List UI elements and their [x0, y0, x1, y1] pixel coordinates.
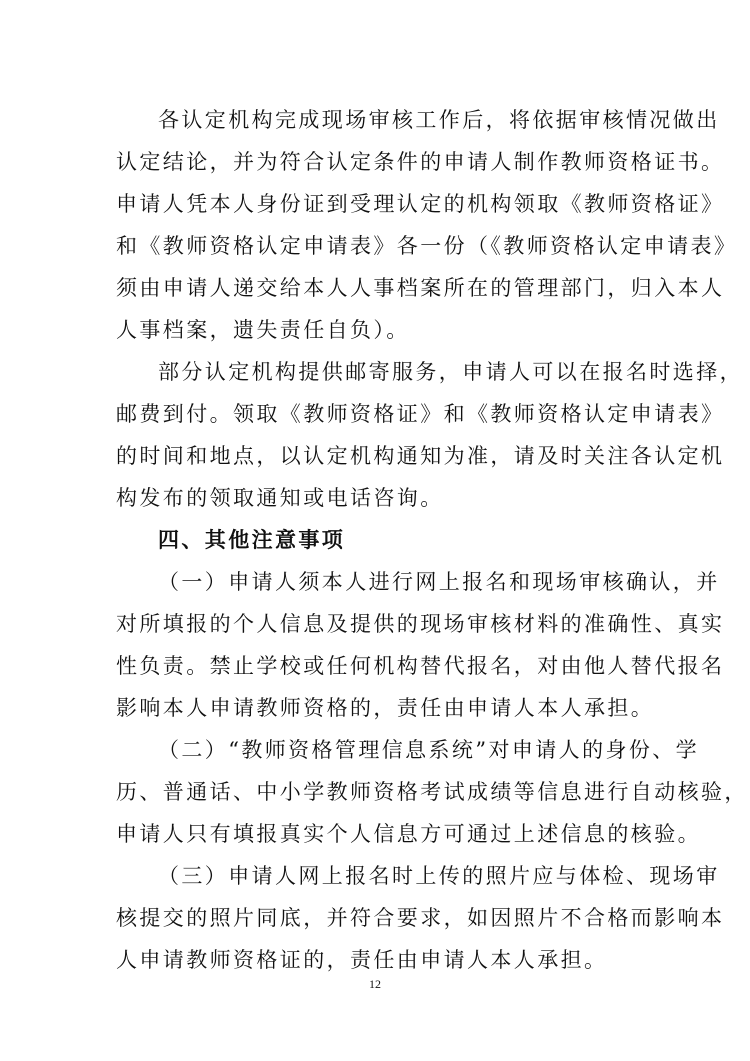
paragraph-4-line-3: 申请人只有填报真实个人信息方可通过上述信息的核验。: [116, 822, 701, 846]
paragraph-2-line-1: 部分认定机构提供邮寄服务，申请人可以在报名时选择，: [158, 360, 743, 384]
paragraph-1-line-3: 申请人凭本人身份证到受理认定的机构领取《教师资格证》: [116, 192, 725, 216]
paragraph-1-line-5: 须由申请人递交给本人人事档案所在的管理部门，归入本人: [116, 276, 725, 300]
page-number: 12: [369, 977, 381, 991]
paragraph-5-line-2: 核提交的照片同底，并符合要求，如因照片不合格而影响本: [116, 906, 725, 930]
paragraph-2-line-3: 的时间和地点，以认定机构通知为准，请及时关注各认定机: [116, 444, 725, 468]
paragraph-2-line-2: 邮费到付。领取《教师资格证》和《教师资格认定申请表》: [116, 402, 725, 426]
section-heading: 四、其他注意事项: [158, 527, 346, 552]
paragraph-3-line-2: 对所填报的个人信息及提供的现场审核材料的准确性、真实: [116, 612, 725, 636]
paragraph-3-line-1: （一）申请人须本人进行网上报名和现场审核确认，并: [158, 570, 720, 594]
paragraph-5-line-3: 人申请教师资格证的，责任由申请人本人承担。: [116, 948, 608, 972]
paragraph-2-line-4: 构发布的领取通知或电话咨询。: [116, 486, 444, 510]
paragraph-3-line-4: 影响本人申请教师资格的，责任由申请人本人承担。: [116, 696, 655, 720]
paragraph-5-line-1: （三）申请人网上报名时上传的照片应与体检、现场审: [158, 864, 720, 888]
paragraph-1-line-2: 认定结论，并为符合认定条件的申请人制作教师资格证书。: [116, 150, 725, 174]
paragraph-3-line-3: 性负责。禁止学校或任何机构替代报名，对由他人替代报名: [116, 654, 725, 678]
paragraph-4-line-1: （二）“教师资格管理信息系统”对申请人的身份、学: [158, 738, 700, 762]
paragraph-1-line-1: 各认定机构完成现场审核工作后，将依据审核情况做出: [158, 108, 720, 132]
paragraph-1-line-6: 人事档案，遗失责任自负）。: [116, 318, 410, 342]
paragraph-4-line-2: 历、普通话、中小学教师资格考试成绩等信息进行自动核验，: [116, 780, 748, 804]
paragraph-1-line-4: 和《教师资格认定申请表》各一份（《教师资格认定申请表》: [116, 234, 738, 258]
